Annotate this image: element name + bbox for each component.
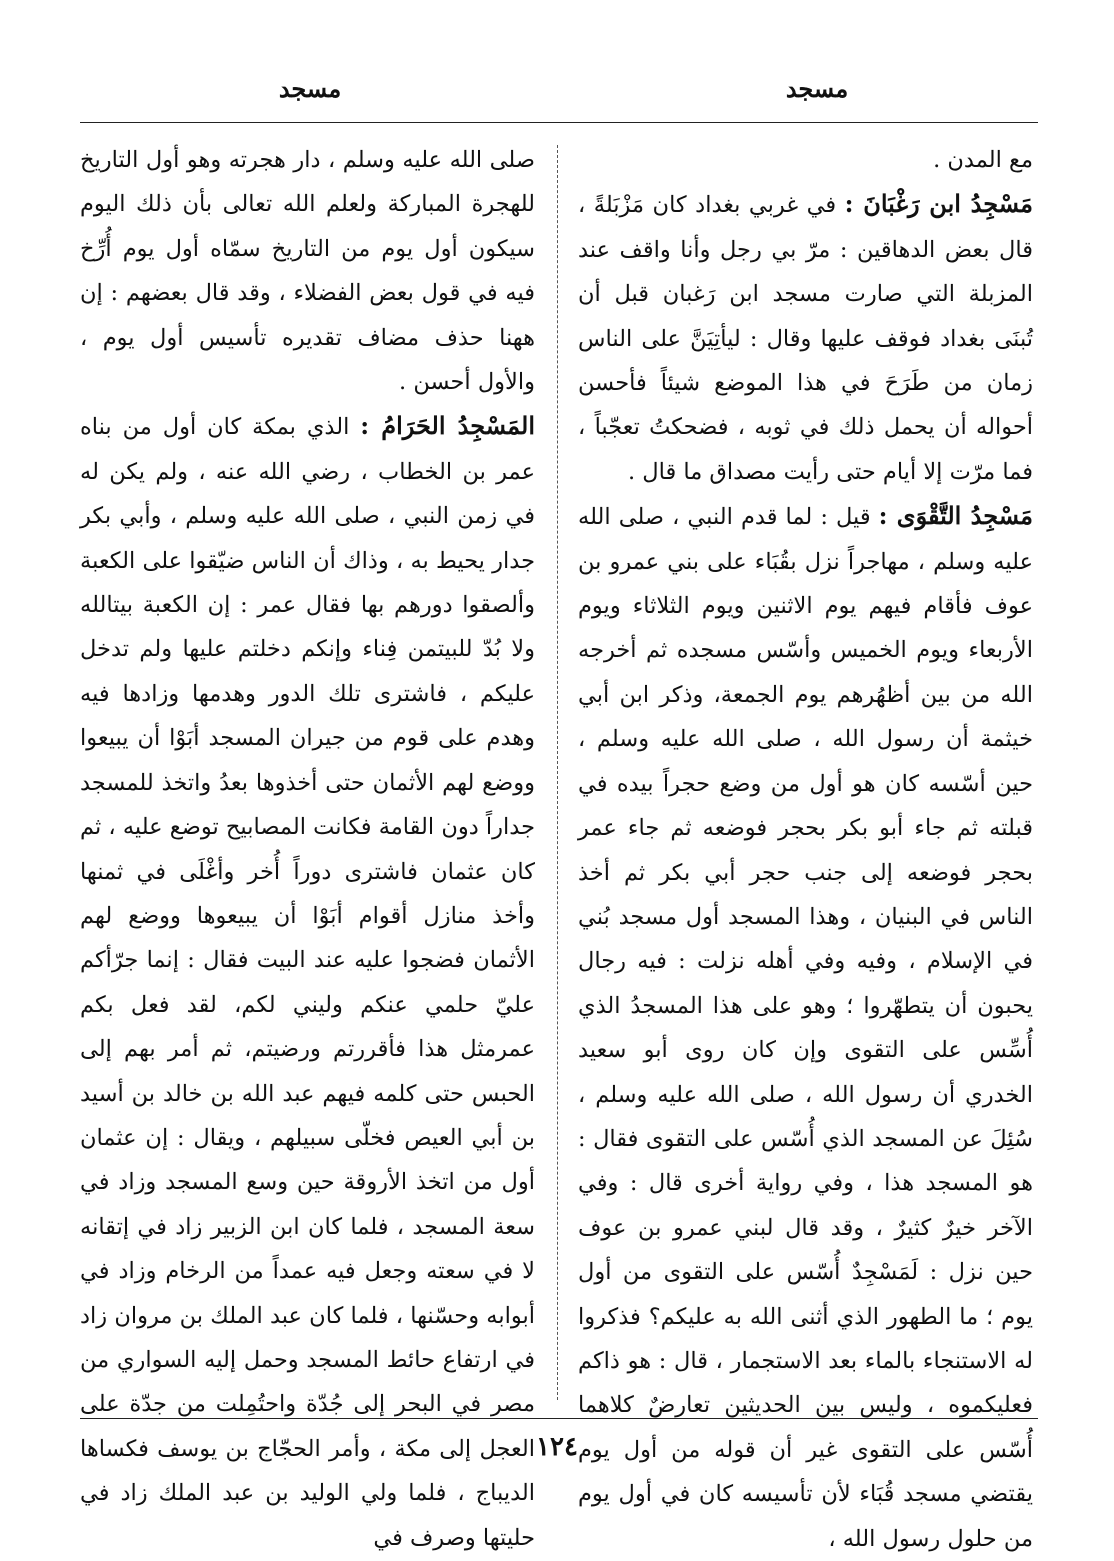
- entry-continuation: مع المدن .: [933, 147, 1033, 173]
- page-number: ١٢٤: [536, 1432, 578, 1462]
- entry-text: الذي بمكة كان أول من بناه عمر بن الخطاب ، رضي الله عنه ، ولم يكن له في زمن النبي ، صلى الله عليه وسلم ، وأبي بكر جدار يحيط به ، وذاك أن الناس ضيّقوا على الكعبة وألصقوا دورهم بها فقال عمر : إن الكعبة بيتالله ولا بُدّ للبيتمن فِناء وإنكم دخلتم عليها ولم تدخل عليكم ، فاشترى تلك الدور وهدمها وزادها فيه وهدم على قوم من جيران المسجد أبَوْا أن يبيعوا ووضع لهم الأثمان حتى أخذوها بعدُ واتخذ للمسجد جداراً دون القامة فكانت المصابيح توضع عليه ، ثم كان عثمان فاشترى دوراً أُخر وأغْلَى في ثمنها وأخذ منازل أقوام أبَوْا أن يبيعوها ووضع لهم الأثمان فضجوا عليه عند البيت فقال : إنما جرّأكم عليّ حلمي عنكم وليني لكم، لقد فعل بكم عمرمثل هذا فأقررتم ورضيتم، ثم أمر بهم إلى الحبس حتى كلمه فيهم عبد الله بن خالد بن أسيد بن أبي العيص فخلّى سبيلهم ، ويقال : إن عثمان أول من اتخذ الأروقة حين وسع المسجد وزاد في سعة المسجد ، فلما كان ابن الزبير زاد في إتقانه لا في سعته وجعل فيه عمداً من الرخام وزاد في أبوابه وحسّنها ، فلما كان عبد الملك بن مروان زاد في ارتفاع حائط المسجد وحمل إليه السواري من مصر في البحر إلى جُدّة واحتُمِلت من جدّة على العجل إلى مكة ، وأمر الحجّاج بن يوسف فكساها الديباج ، فلما ولي الوليد بن عبد الملك زاد في حليتها وصرف في: [80, 414, 535, 1551]
- right-column: [578, 138, 1033, 1552]
- running-head-right: مسجد: [785, 74, 849, 103]
- entry-text: قيل : لما قدم النبي ، صلى الله عليه وسلم ، مهاجراً نزل بقُبَاء على بني عمرو بن عوف فأقام فيهم يوم الاثنين ويوم الثلاثاء ويوم الأربعاء ويوم الخميس وأسّس مسجده ثم أخرجه الله من بين أظهُرهم يوم الجمعة، وذكر ابن أبي خيثمة أن رسول الله ، صلى الله عليه وسلم ، حين أسّسه كان هو أول من وضع حجراً بيده في قبلته ثم جاء أبو بكر بحجر فوضعه ثم جاء عمر بحجر فوضعه إلى جنب حجر أبي بكر ثم أخذ الناس في البنيان ، وهذا المسجد أول مسجد بُني في الإسلام ، وفيه وفي أهله نزلت : فيه رجال يحبون أن يتطهّروا ؛ وهو على هذا المسجدُ الذي أُسِّس على التقوى وإن كان روى أبو سعيد الخدري أن رسول الله ، صلى الله عليه وسلم ، سُئِلَ عن المسجد الذي أُسّس على التقوى فقال : هو المسجد هذا ، وفي رواية أخرى قال : وفي الآخر خيرٌ كثيرٌ ، وقد قال لبني عمرو بن عوف حين نزل : لَمَسْجِدٌ أُسّس على التقوى من أول يوم ؛ ما الطهور الذي أثنى الله به عليكم؟ فذكروا له الاستنجاء بالماء بعد الاستجمار ، قال : هو ذاكم فعليكموه ، وليس بين الحديثين تعارضٌ كلاهما أُسّس على التقوى غير أن قوله من أول يوم يقتضي مسجد قُبَاء لأن تأسيسه كان في أول يوم من حلول رسول الله ،: [578, 504, 1033, 1552]
- entry-al-masjid-al-haram: [80, 404, 535, 1560]
- entry-headword: مَسْجِدُ ابن رَغْبَانَ :: [844, 189, 1033, 219]
- bottom-rule: [80, 1418, 1038, 1419]
- running-head-left: مسجد: [278, 74, 342, 103]
- entry-masjid-al-taqwa: [578, 494, 1033, 1561]
- entry-headword: المَسْجِدُ الحَرَامُ :: [360, 411, 535, 441]
- entry-continuation: صلى الله عليه وسلم ، دار هجرته وهو أول التاريخ للهجرة المباركة ولعلم الله تعالى بأن ذلك اليوم سيكون أول يوم من التاريخ سمّاه أول يوم أُرِّخ فيه في قول بعض الفضلاء ، وقد قال بعضهم : إن ههنا حذف مضاف تقديره تأسيس أول يوم ، والأول أحسن .: [80, 147, 535, 396]
- entry-headword: مَسْجِدُ التَّقْوَى :: [878, 501, 1033, 531]
- column-separator: [557, 145, 558, 1400]
- entry-text: في غربي بغداد كان مَزْبَلةً ، قال بعض الدهاقين : مرّ بي رجل وأنا واقف عند المزبلة التي صارت مسجد ابن رَغبان قبل أن تُبنَى بغداد فوقف عليها وقال : ليأتِيَنَّ على الناس زمان من طَرَحَ في هذا الموضع شيئاً فأحسن أحواله أن يحمل ذلك في ثوبه ، فضحكتُ تعجّباً ، فما مرّت إلا أيام حتى رأيت مصداق ما قال .: [578, 192, 1033, 485]
- top-rule: [80, 122, 1038, 123]
- entry-masjid-ibn-raghban: [578, 182, 1033, 494]
- left-column: [80, 138, 535, 1551]
